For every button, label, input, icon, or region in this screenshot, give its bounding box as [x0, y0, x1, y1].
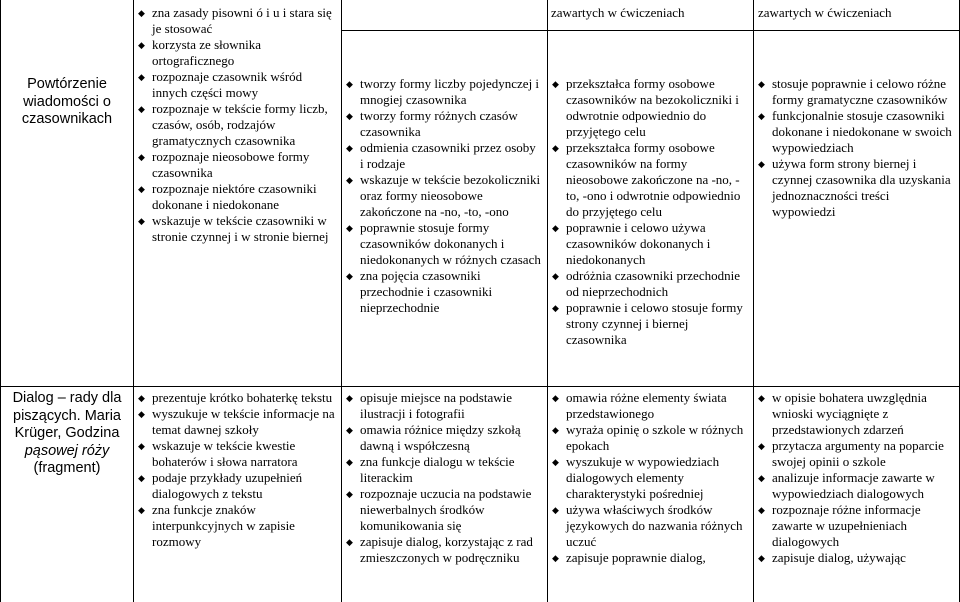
list-item: ◆ poprawnie stosuje formy czasowników dokonanych i niedokonanych w różnych czasach	[346, 220, 542, 268]
list-item: ◆ przekształca formy osobowe czasowników na formy nieosobowe zakończone na -no, -to, -ono i odwrotnie odpowiednio do przyjętego celu	[552, 140, 750, 220]
row2-topic	[2, 390, 132, 478]
list-item: ◆ zna funkcje dialogu w tekście literackim	[346, 454, 542, 486]
column-divider-2	[341, 0, 342, 602]
list-item: ◆ poprawnie i celowo używa czasowników dokonanych i niedokonanych	[552, 220, 750, 268]
list-item: ◆ zapisuje dialog, korzystając z rad zmieszczonych w podręczniku	[346, 534, 542, 566]
list-item: ◆ tworzy formy liczby pojedynczej i mnogiej czasownika	[346, 76, 542, 108]
table-border-left	[0, 0, 1, 602]
list-item: ◆ rozpoznaje niektóre czasowniki dokonane i niedokonane	[138, 181, 338, 213]
row1-col4-requirements	[552, 76, 750, 348]
row2-col4-requirements	[552, 390, 750, 566]
list-item: ◆ wyszukuje w tekście informacje na temat dawnej szkoły	[138, 406, 338, 438]
row1-col3-requirements	[346, 76, 542, 316]
row2-topic-suffix: (fragment)	[33, 460, 101, 476]
list-item: ◆ zna funkcje znaków interpunkcyjnych w zapisie rozmowy	[138, 502, 338, 550]
list-item: ◆ omawia różne elementy świata przedstawionego	[552, 390, 750, 422]
list-item: ◆ funkcjonalnie stosuje czasowniki dokonane i niedokonane w swoich wypowiedziach	[758, 108, 956, 156]
row1-col2-requirements	[138, 5, 338, 245]
list-item: ◆ zna pojęcia czasowniki przechodnie i czasowniki nieprzechodnie	[346, 268, 542, 316]
list-item: ◆ wskazuje w tekście czasowniki w stronie czynnej i w stronie biernej	[138, 213, 338, 245]
row2-col3-requirements	[346, 390, 542, 566]
list-item: ◆ używa form strony biernej i czynnej czasownika dla uzyskania jednoznaczności treści wypowiedzi	[758, 156, 956, 220]
list-item: ◆ korzysta ze słownika ortograficznego	[138, 37, 338, 69]
row2-topic-text: Dialog – rady dla piszących. Maria Krüger, Godzina	[12, 390, 122, 441]
row1-topic: Powtórzenie wiadomości o czasownikach	[21, 76, 113, 127]
row2-col5-requirements	[758, 390, 956, 566]
list-item: ◆ odróżnia czasowniki przechodnie od nieprzechodnich	[552, 268, 750, 300]
column-divider-4	[753, 0, 754, 602]
column-4-header: zawartych w ćwiczeniach	[551, 5, 685, 20]
column-divider-3	[547, 0, 548, 602]
list-item: ◆ przekształca formy osobowe czasowników na bezokoliczniki i odwrotnie odpowiednio do przyjętego celu	[552, 76, 750, 140]
column-5-header: zawartych w ćwiczeniach	[758, 5, 892, 20]
row1-col5-requirements	[758, 76, 956, 220]
list-item: ◆ rozpoznaje różne informacje zawarte w uzupełnieniach dialogowych	[758, 502, 956, 550]
list-item: ◆ używa właściwych środków językowych do nazwania różnych uczuć	[552, 502, 750, 550]
list-item: ◆ omawia różnice między szkołą dawną i współczesną	[346, 422, 542, 454]
list-item: ◆ analizuje informacje zawarte w wypowiedziach dialogowych	[758, 470, 956, 502]
list-item: ◆ rozpoznaje czasownik wśród innych części mowy	[138, 69, 338, 101]
list-item: ◆ tworzy formy różnych czasów czasownika	[346, 108, 542, 140]
list-item: ◆ wyszukuje w wypowiedziach dialogowych elementy charakterystyki pośredniej	[552, 454, 750, 502]
list-item: ◆ zapisuje poprawnie dialog,	[552, 550, 750, 566]
list-item: ◆ przytacza argumenty na poparcie swojej opinii o szkole	[758, 438, 956, 470]
list-item: ◆ rozpoznaje nieosobowe formy czasownika	[138, 149, 338, 181]
list-item: ◆ zapisuje dialog, używając	[758, 550, 956, 566]
list-item: ◆ zna zasady pisowni ó i u i stara się je stosować	[138, 5, 338, 37]
list-item: ◆ podaje przykłady uzupełnień dialogowych z tekstu	[138, 470, 338, 502]
list-item: ◆ prezentuje krótko bohaterkę tekstu	[138, 390, 338, 406]
list-item: ◆ w opisie bohatera uwzględnia wnioski wyciągnięte z przedstawionych zdarzeń	[758, 390, 956, 438]
list-item: ◆ wskazuje w tekście bezokoliczniki oraz formy nieosobowe zakończone na -no, -to, -ono	[346, 172, 542, 220]
row-divider-rows	[0, 386, 960, 387]
list-item: ◆ wskazuje w tekście kwestie bohaterów i słowa narratora	[138, 438, 338, 470]
row2-col2-requirements	[138, 390, 338, 550]
list-item: ◆ rozpoznaje uczucia na podstawie niewerbalnych środków komunikowania się	[346, 486, 542, 534]
list-item: ◆ stosuje poprawnie i celowo różne formy gramatyczne czasowników	[758, 76, 956, 108]
list-item: ◆ rozpoznaje w tekście formy liczb, czasów, osób, rodzajów gramatycznych czasownika	[138, 101, 338, 149]
list-item: ◆ wyraża opinię o szkole w różnych epokach	[552, 422, 750, 454]
column-divider-1	[133, 0, 134, 602]
list-item: ◆ poprawnie i celowo stosuje formy strony czynnej i biernej czasownika	[552, 300, 750, 348]
list-item: ◆ odmienia czasowniki przez osoby i rodzaje	[346, 140, 542, 172]
row-divider-header	[341, 30, 960, 31]
row2-topic-title-italic: pąsowej róży	[24, 442, 110, 459]
list-item: ◆ opisuje miejsce na podstawie ilustracji i fotografii	[346, 390, 542, 422]
